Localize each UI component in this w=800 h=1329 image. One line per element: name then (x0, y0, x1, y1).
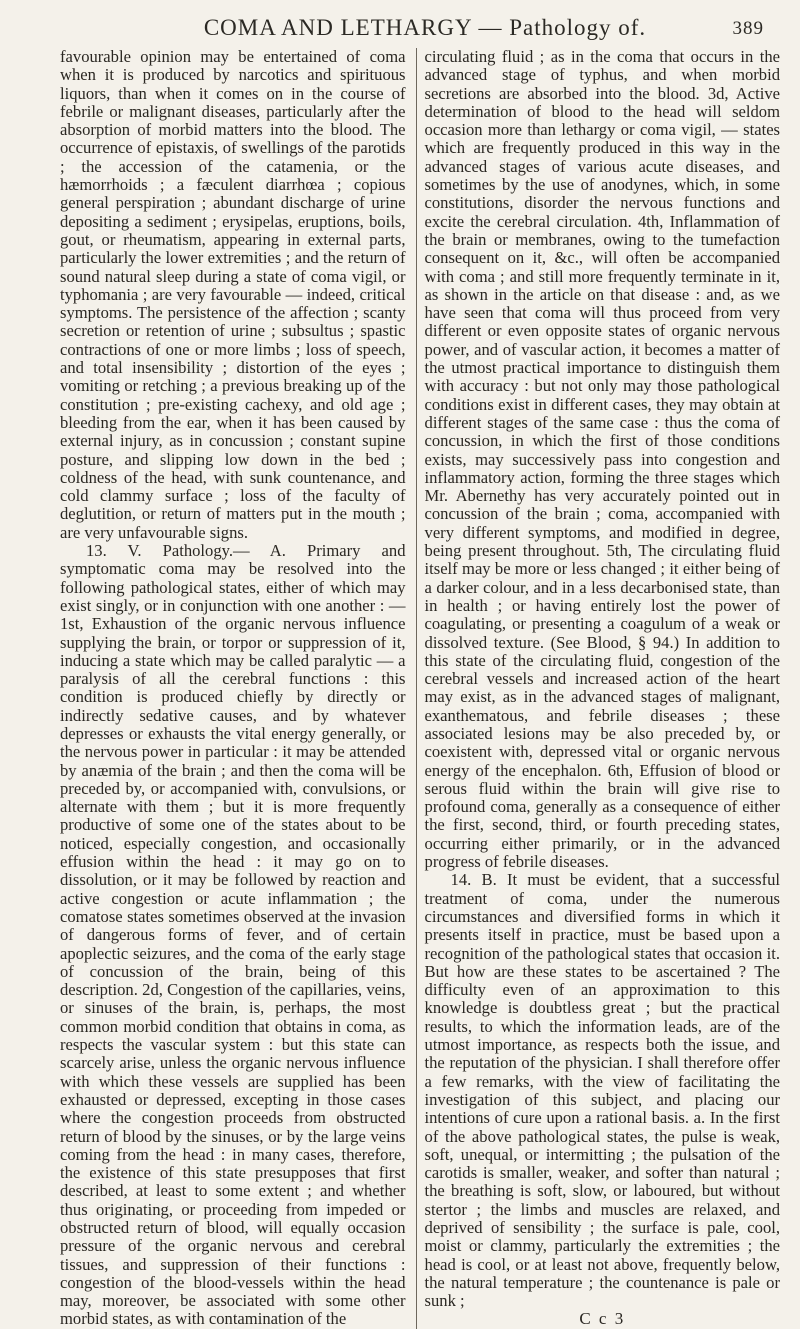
running-head (60, 8, 780, 48)
left-column (60, 48, 414, 1329)
column-divider (416, 48, 417, 1329)
right-paragraph-2: 14. B. It must be evident, that a successful treatment of coma, under the numerous circumstances and diversified forms in which it presents itself in practice, must be based upon a recognition of the pathological states that occasion it. But how are these states to be ascertained ? The difficulty even of an approximation to this knowledge is doubtless great ; but the practical results, to which the information leads, are of the utmost importance, as respects both the issue, and the reputation of the physician. I shall therefore offer a few remarks, with the view of facilitating the investigation of this subject, and placing our intentions of cure upon a rational basis. a. In the first of the above pathological states, the pulse is weak, soft, unequal, or intermitting ; the pulsation of the carotids is smaller, weaker, and softer than natural ; the breathing is soft, slow, or laboured, but without stertor ; the limbs and muscles are relaxed, and deprived of sensibility ; the surface is pale, cool, moist or clammy, particularly the extremities ; the head is cool, or at least not above, frequently below, the natural temperature ; the countenance is pale or sunk ; (424, 870, 781, 1311)
left-paragraph-1: favourable opinion may be entertained of coma when it is produced by narcotics and spirituous liquors, than when it comes on in the course of febrile or malignant diseases, particularly after the absorption of morbid matters into the blood. The occurrence of epistaxis, of swellings of the parotids ; the accession of the catamenia, or the hæmorrhoids ; a fæculent diarrhœa ; copious general perspiration ; abundant discharge of urine depositing a sediment ; erysipelas, eruptions, boils, gout, or rheumatism, appearing in external parts, particularly the lower extremities ; and the return of sound natural sleep during a state of coma vigil, or typhomania ; are very favourable — indeed, critical symptoms. The persistence of the affection ; scanty secretion or retention of urine ; subsultus ; spastic contractions of one or more limbs ; loss of speech, and total insensibility ; distortion of the eyes ; vomiting or retching ; a previous breaking up of the constitution ; pre-existing cachexy, and old age ; bleeding from the ear, when it has been caused by external injury, as in concussion ; constant supine posture, and slipping low down in the bed ; coldness of the head, with sunk countenance, and cold clammy surface ; loss of the faculty of deglutition, or return of matters put in the mouth ; are very unfavourable signs. (60, 47, 406, 542)
page-number: 389 (732, 18, 764, 39)
signature-mark: C c 3 (579, 1309, 626, 1329)
right-column (425, 48, 781, 1329)
right-paragraph-1: circulating fluid ; as in the coma that occurs in the advanced stage of typhus, and when morbid secretions are absorbed into the blood. 3d, Active determination of blood to the head will seldom occasion more than lethargy or coma vigil, — states which are frequently produced in this way in the advanced stages of various acute diseases, and sometimes by the use of anodynes, which, in some constitutions, disorder the nervous functions and excite the cerebral circulation. 4th, Inflammation of the brain or membranes, owing to the tumefaction consequent on it, &c., will often be accompanied with coma ; and still more frequently terminate in it, as shown in the article on that disease : and, as we have seen that coma will thus proceed from very different or even opposite states of organic nervous power, and of vascular action, it becomes a matter of the utmost practical importance to distinguish them with accuracy : but not only may those pathological conditions exist in different cases, they may obtain at different stages of the same case : thus the coma of concussion, in which the first of those conditions exists, may successively pass into congestion and inflammatory action, forming the three stages which Mr. Abernethy has very accurately pointed out in concussion of the brain ; coma, accompanied with very different symptoms, and modified in degree, being present throughout. 5th, The circulating fluid itself may be more or less changed ; it either being of a darker colour, and in a less decarbonised state, than in health ; or having entirely lost the power of coagulating, or presenting a coagulum of a weak or dissolved texture. (See Blood, § 94.) In addition to this state of the circulating fluid, congestion of the cerebral vessels and increased action of the heart may exist, as in the advanced stages of malignant, exanthematous, and febrile diseases ; these associated lesions may be also preceded by, or coexistent with, depressed vital or organic nervous energy of the encephalon. 6th, Effusion of blood or serous fluid within the brain will give rise to profound coma, generally as a consequence of either the first, second, third, or fourth preceding states, occurring either primarily, or in the advanced progress of febrile diseases. (424, 47, 781, 872)
running-head-title: COMA AND LETHARGY — Pathology of. (203, 15, 647, 40)
left-paragraph-2: 13. V. Pathology.— A. Primary and symptomatic coma may be resolved into the following pathological states, either of which may exist singly, or in conjunction with one another : — 1st, Exhaustion of the organic nervous influence supplying the brain, or torpor or suppression of it, inducing a state which may be called paralytic — a paralysis of all the cerebral functions : this condition is produced chiefly by directly or indirectly sedative causes, and by whatever depresses or exhausts the vital energy generally, or the nervous power in particular : it may be attended by anæmia of the brain ; and then the coma will be preceded by, or accompanied with, convulsions, or alternate with them ; but it is more frequently productive of some one of the states about to be noticed, especially congestion, and occasionally effusion within the head : it may go on to dissolution, or it may be followed by reaction and active congestion or acute inflammation ; the comatose states sometimes observed at the invasion of dangerous forms of fever, and of certain apoplectic seizures, and the coma of the early stage of concussion of the brain, being of this description. 2d, Congestion of the capillaries, veins, or sinuses of the brain, is, perhaps, the most common morbid condition that obtains in coma, as respects the vascular system : but this state can scarcely arise, unless the organic nervous influence with which these vessels are supplied has been exhausted or depressed, excepting in those cases where the congestion proceeds from obstructed return of blood by the sinuses, or by the large veins coming from the head : in many cases, therefore, the existence of this state presupposes that first described, at least to some extent ; and whether thus originating, or proceeding from impeded or obstructed return of blood, will equally occasion pressure of the organic nervous and cerebral tissues, and suppression of their functions : congestion of the blood-vessels within the head may, moreover, be associated with some other morbid states, as with contamination of the (60, 541, 406, 1329)
text-columns (60, 48, 780, 1329)
